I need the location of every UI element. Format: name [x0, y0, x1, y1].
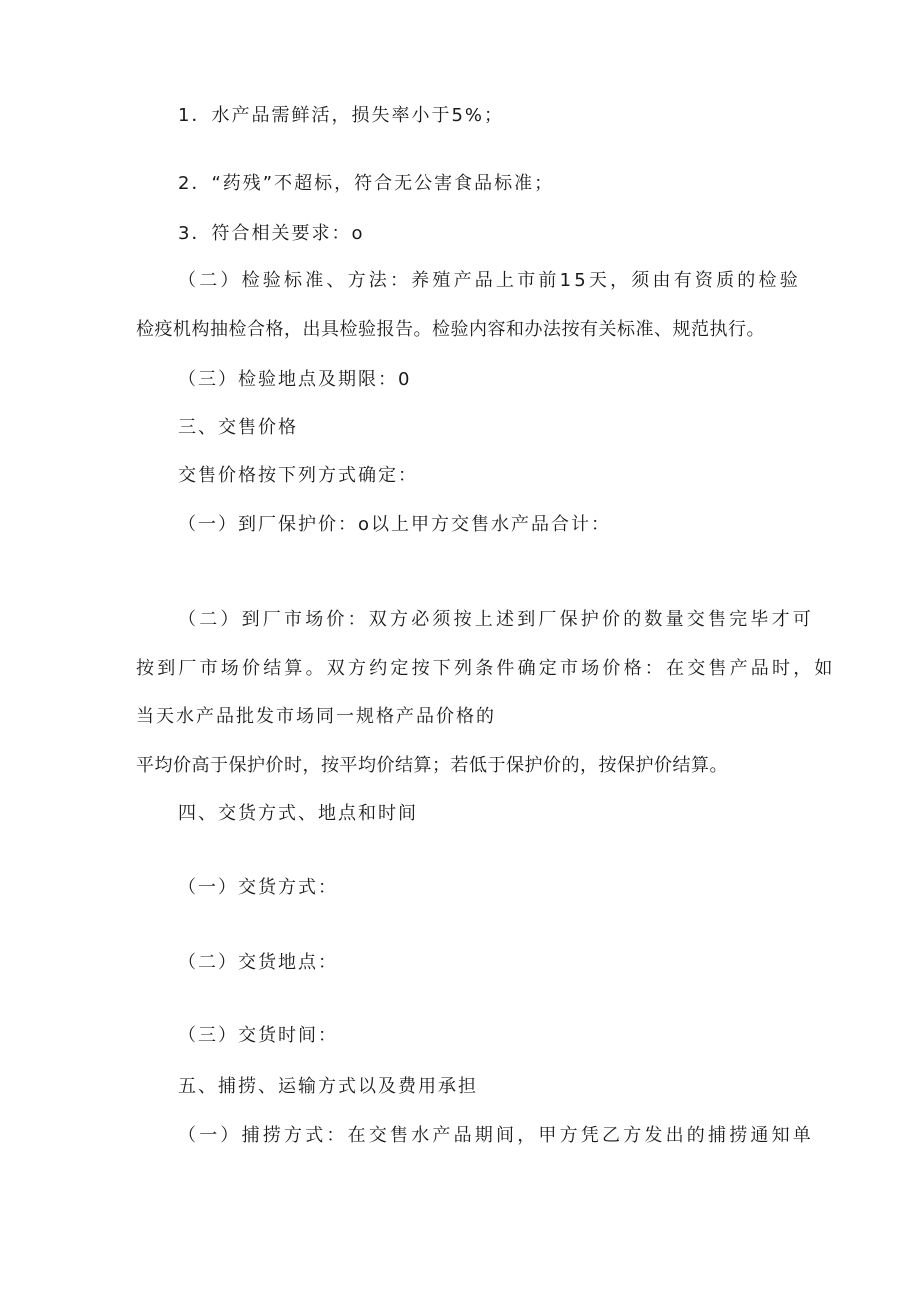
delivery-place: （二）交货地点：: [178, 952, 338, 973]
section-4-heading: 四、交货方式、地点和时间: [178, 803, 418, 824]
clause-2-residue: 2．“药残”不超标，符合无公害食品标准；: [178, 173, 555, 194]
market-price-line-4: 平均价高于保护价时，按平均价结算；若低于保护价的，按保护价结算。: [136, 755, 728, 776]
inspection-place-period: （三）检验地点及期限：0: [178, 369, 412, 390]
fishing-method: （一）捕捞方式：在交售水产品期间，甲方凭乙方发出的捕捞通知单: [178, 1125, 814, 1146]
protection-price: （一）到厂保护价：o以上甲方交售水产品合计：: [178, 514, 612, 535]
inspection-standard-line-1: （二）检验标准、方法：养殖产品上市前15天，须由有资质的检验: [178, 270, 801, 291]
market-price-line-2: 按到厂市场价结算。双方约定按下列条件确定市场价格：在交售产品时，如: [136, 658, 836, 679]
delivery-method: （一）交货方式：: [178, 877, 338, 898]
market-price-line-3: 当天水产品批发市场同一规格产品价格的: [136, 706, 496, 727]
inspection-standard-line-2: 检疫机构抽检合格，出具检验报告。检验内容和办法按有关标准、规范执行。: [136, 319, 765, 340]
section-3-heading: 三、交售价格: [178, 417, 298, 438]
price-method-intro: 交售价格按下列方式确定：: [178, 465, 418, 486]
clause-1-freshness: 1．水产品需鲜活，损失率小于5%；: [178, 105, 505, 126]
section-5-heading: 五、捕捞、运输方式以及费用承担: [178, 1076, 478, 1097]
clause-3-requirements: 3．符合相关要求：o: [178, 223, 365, 244]
market-price-line-1: （二）到厂市场价：双方必须按上述到厂保护价的数量交售完毕才可: [178, 609, 814, 630]
delivery-time: （三）交货时间：: [178, 1025, 338, 1046]
